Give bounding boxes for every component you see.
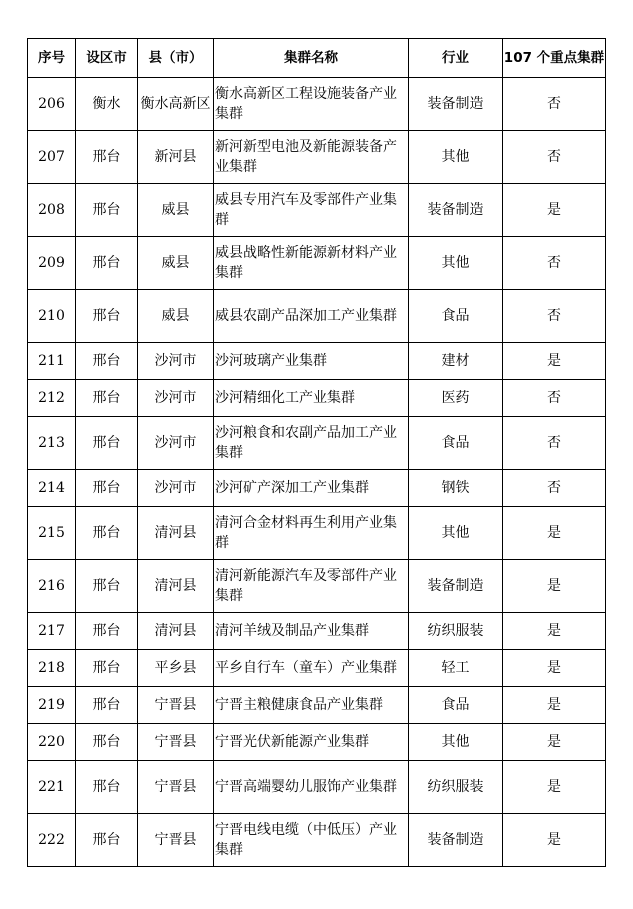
cell-cluster-name: 清河合金材料再生利用产业集群 [214,507,409,560]
cell-serial-number: 214 [28,470,76,507]
cell-cluster-name: 威县专用汽车及零部件产业集群 [214,184,409,237]
cell-serial-number: 216 [28,560,76,613]
cell-city: 邢台 [76,237,138,290]
cell-county: 威县 [138,290,214,343]
cell-industry: 其他 [409,724,503,761]
cell-city: 邢台 [76,613,138,650]
cell-cluster-name: 新河新型电池及新能源装备产业集群 [214,131,409,184]
table-row [28,650,606,687]
cell-city: 邢台 [76,761,138,814]
cell-cluster-name: 宁晋光伏新能源产业集群 [214,724,409,761]
cell-serial-number: 211 [28,343,76,380]
cell-industry: 食品 [409,290,503,343]
cell-city: 邢台 [76,131,138,184]
cell-key-cluster: 否 [503,78,606,131]
cell-key-cluster: 否 [503,380,606,417]
table-row [28,380,606,417]
cell-serial-number: 220 [28,724,76,761]
table-row [28,814,606,867]
cell-key-cluster: 是 [503,761,606,814]
header-county: 县（市） [138,39,214,78]
cell-county: 威县 [138,237,214,290]
cell-cluster-name: 沙河粮食和农副产品加工产业集群 [214,417,409,470]
cell-county: 宁晋县 [138,814,214,867]
cell-county: 宁晋县 [138,724,214,761]
cell-industry: 纺织服装 [409,761,503,814]
cell-serial-number: 215 [28,507,76,560]
cell-industry: 装备制造 [409,560,503,613]
cell-city: 邢台 [76,560,138,613]
cell-city: 邢台 [76,470,138,507]
cell-cluster-name: 平乡自行车（童车）产业集群 [214,650,409,687]
cell-key-cluster: 否 [503,237,606,290]
table-row [28,237,606,290]
cell-county: 沙河市 [138,470,214,507]
cell-county: 平乡县 [138,650,214,687]
cell-industry: 其他 [409,507,503,560]
cell-serial-number: 207 [28,131,76,184]
cell-serial-number: 209 [28,237,76,290]
table-row [28,131,606,184]
cell-industry: 建材 [409,343,503,380]
table-row [28,724,606,761]
cell-cluster-name: 沙河精细化工产业集群 [214,380,409,417]
table-row [28,761,606,814]
cell-serial-number: 210 [28,290,76,343]
cell-serial-number: 217 [28,613,76,650]
table-row [28,343,606,380]
cell-key-cluster: 否 [503,417,606,470]
cell-industry: 其他 [409,237,503,290]
cell-key-cluster: 是 [503,814,606,867]
header-city: 设区市 [76,39,138,78]
cell-key-cluster: 否 [503,470,606,507]
table-row [28,613,606,650]
header-serial-number: 序号 [28,39,76,78]
cell-key-cluster: 是 [503,613,606,650]
cell-cluster-name: 沙河玻璃产业集群 [214,343,409,380]
cell-key-cluster: 是 [503,507,606,560]
cell-industry: 食品 [409,687,503,724]
table-row [28,78,606,131]
cell-industry: 轻工 [409,650,503,687]
cell-key-cluster: 是 [503,184,606,237]
table-row [28,470,606,507]
cell-city: 邢台 [76,417,138,470]
cell-cluster-name: 威县战略性新能源新材料产业集群 [214,237,409,290]
cell-cluster-name: 沙河矿产深加工产业集群 [214,470,409,507]
table-row [28,290,606,343]
cell-county: 沙河市 [138,417,214,470]
cell-county: 衡水高新区 [138,78,214,131]
cell-cluster-name: 宁晋主粮健康食品产业集群 [214,687,409,724]
cell-serial-number: 208 [28,184,76,237]
cell-industry: 装备制造 [409,814,503,867]
cell-serial-number: 212 [28,380,76,417]
cell-city: 邢台 [76,507,138,560]
cell-serial-number: 206 [28,78,76,131]
cell-industry: 装备制造 [409,78,503,131]
cell-city: 邢台 [76,724,138,761]
cell-key-cluster: 是 [503,687,606,724]
cell-cluster-name: 清河羊绒及制品产业集群 [214,613,409,650]
cell-city: 邢台 [76,814,138,867]
cell-key-cluster: 是 [503,343,606,380]
table-header-row [28,39,606,78]
cell-county: 清河县 [138,560,214,613]
header-key-cluster: 107 个重点集群 [503,39,606,78]
table-row [28,560,606,613]
cell-county: 宁晋县 [138,761,214,814]
table-row [28,184,606,237]
cell-county: 清河县 [138,613,214,650]
cell-cluster-name: 清河新能源汽车及零部件产业集群 [214,560,409,613]
cell-county: 宁晋县 [138,687,214,724]
cell-city: 邢台 [76,380,138,417]
cell-city: 邢台 [76,290,138,343]
cell-key-cluster: 是 [503,724,606,761]
cell-cluster-name: 衡水高新区工程设施装备产业集群 [214,78,409,131]
cell-serial-number: 219 [28,687,76,724]
document-page [27,38,605,867]
cell-key-cluster: 否 [503,131,606,184]
cell-key-cluster: 是 [503,560,606,613]
table-row [28,417,606,470]
cell-cluster-name: 宁晋高端婴幼儿服饰产业集群 [214,761,409,814]
cell-county: 清河县 [138,507,214,560]
cell-key-cluster: 是 [503,650,606,687]
cell-city: 邢台 [76,184,138,237]
cell-city: 邢台 [76,650,138,687]
cell-key-cluster: 否 [503,290,606,343]
cell-county: 沙河市 [138,343,214,380]
cell-cluster-name: 威县农副产品深加工产业集群 [214,290,409,343]
cell-city: 邢台 [76,343,138,380]
table-row [28,687,606,724]
cell-cluster-name: 宁晋电线电缆（中低压）产业集群 [214,814,409,867]
cell-serial-number: 222 [28,814,76,867]
cell-serial-number: 213 [28,417,76,470]
cell-city: 邢台 [76,687,138,724]
cell-industry: 其他 [409,131,503,184]
cell-industry: 食品 [409,417,503,470]
cell-serial-number: 221 [28,761,76,814]
cell-county: 沙河市 [138,380,214,417]
cell-industry: 纺织服装 [409,613,503,650]
cell-county: 新河县 [138,131,214,184]
table-row [28,507,606,560]
header-cluster-name: 集群名称 [214,39,409,78]
cell-city: 衡水 [76,78,138,131]
cell-industry: 装备制造 [409,184,503,237]
cell-industry: 医药 [409,380,503,417]
header-industry: 行业 [409,39,503,78]
cluster-table [27,38,606,867]
cell-industry: 钢铁 [409,470,503,507]
cell-county: 威县 [138,184,214,237]
cell-serial-number: 218 [28,650,76,687]
